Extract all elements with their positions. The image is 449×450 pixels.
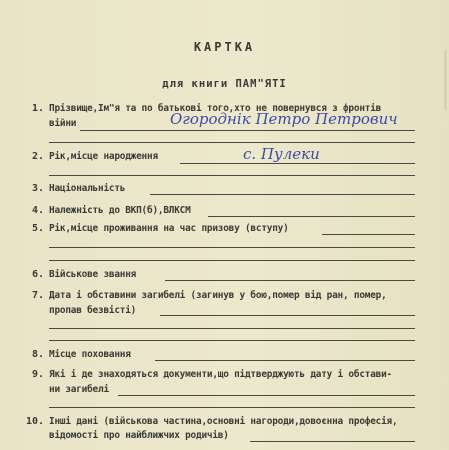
- field-label: Дата і обставини загибелі (загинув у бою,помер від ран, помер,: [49, 290, 387, 301]
- fill-line: [208, 216, 415, 217]
- field-number: 3.: [31, 183, 44, 194]
- card-subtitle: для книги ПАМ"ЯТІ: [162, 78, 287, 90]
- field-number: 9.: [31, 369, 44, 380]
- field-label: Інші дані (військова частина,основні нагороди,довоєнна професія,: [49, 416, 398, 427]
- field-label: Національність: [49, 183, 126, 194]
- fill-line: [155, 360, 415, 361]
- field-label: Рік,місце проживання на час призову (вступу): [49, 223, 289, 234]
- field-label-continued: ни загибелі: [49, 384, 109, 395]
- fill-line: [165, 280, 415, 281]
- fill-line: [49, 328, 415, 329]
- fill-line: [49, 247, 415, 248]
- field-number: 2.: [31, 151, 44, 162]
- field-label-continued: війни: [49, 118, 77, 129]
- fill-line: [49, 407, 415, 408]
- field-number: 6.: [31, 269, 44, 280]
- card-title: КАРТКА: [193, 40, 256, 54]
- field-label-continued: відомості про найближчих родичів): [49, 430, 229, 441]
- fill-line: [80, 130, 415, 131]
- field-label-continued: пропав безвісті): [49, 305, 137, 316]
- fill-line: [49, 260, 415, 261]
- field-number: 7.: [31, 290, 44, 301]
- fill-line: [49, 142, 415, 143]
- fill-line: [150, 194, 415, 195]
- field-label: Прізвище,Ім"я та по батькові того,хто не повернувся з фронтів: [49, 103, 382, 114]
- fill-line: [49, 340, 415, 341]
- field-number: 10.: [25, 416, 44, 427]
- field-label: Які і де знаходяться документи,що підтверджують дату і обстави-: [49, 369, 392, 380]
- fill-line: [49, 175, 415, 176]
- fill-line: [160, 315, 415, 316]
- fill-line: [180, 163, 415, 164]
- field-number: 5.: [31, 223, 44, 234]
- fill-line: [322, 234, 415, 235]
- field-label: Рік,місце народження: [49, 151, 158, 162]
- handwritten-name: Огороднік Петро Петрович: [170, 110, 398, 128]
- field-number: 1.: [31, 103, 44, 114]
- field-label: Місце поховання: [49, 349, 131, 360]
- field-label: Військове звання: [49, 269, 137, 280]
- handwritten-birthplace: с. Пулеки: [243, 145, 320, 163]
- field-number: 8.: [31, 349, 44, 360]
- field-label: Належність до ВКП(б),ВЛКСМ: [49, 205, 191, 216]
- fill-line: [250, 441, 415, 442]
- fill-line: [118, 395, 415, 396]
- field-number: 4.: [31, 205, 44, 216]
